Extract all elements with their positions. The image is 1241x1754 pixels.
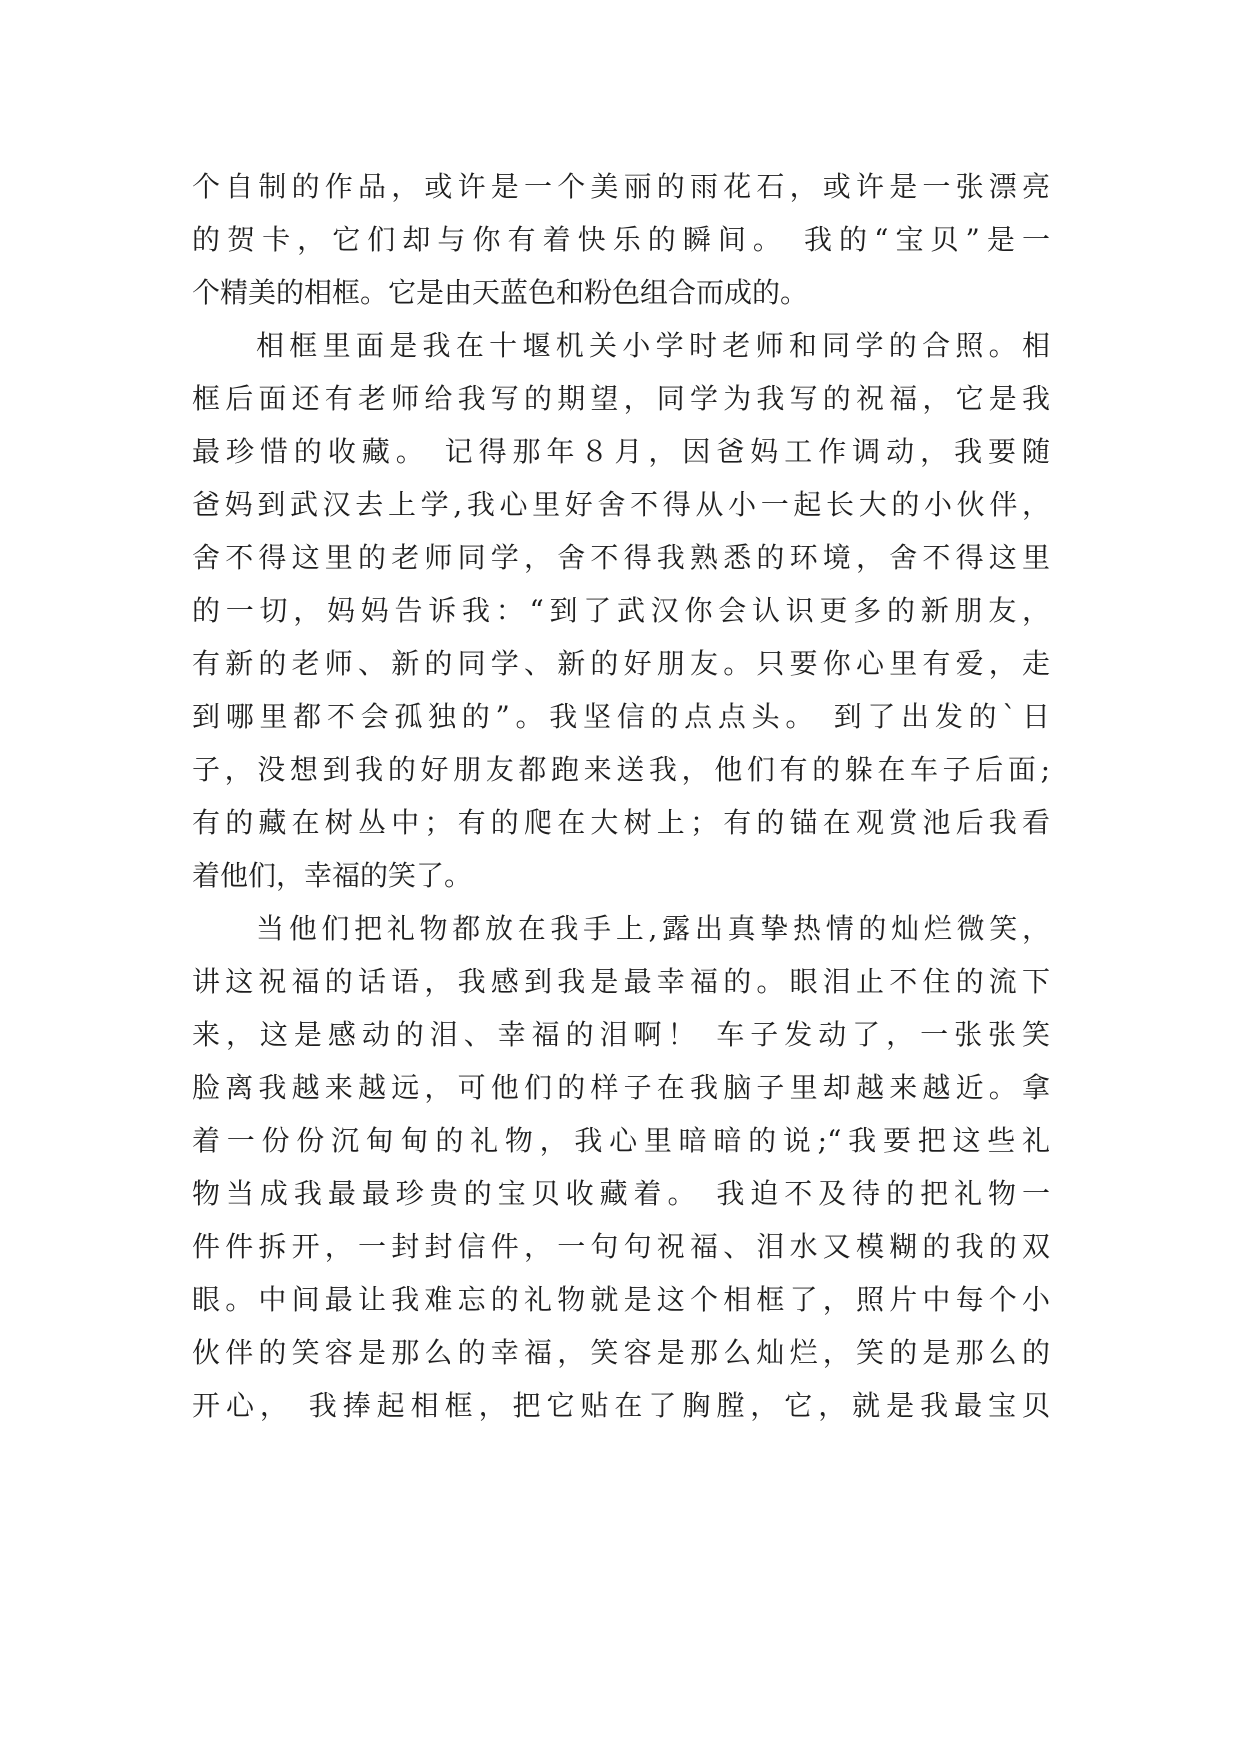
paragraph-start-line: 相框里面是我在十堰机关小学时老师和同学的合照。相: [256, 329, 1050, 362]
text-line: 到哪里都不会孤独的”。我坚信的点点头。 到了出发的`日: [192, 700, 1050, 733]
text-line: 爸妈到武汉去上学,我心里好舍不得从小一起长大的小伙伴，: [192, 488, 1050, 521]
body-text: [192, 160, 1050, 1432]
text-line: 最珍惜的收藏。 记得那年８月，因爸妈工作调动，我要随: [192, 435, 1050, 468]
text-line: 的贺卡，它们却与你有着快乐的瞬间。 我的“宝贝”是一: [192, 223, 1050, 256]
paragraph-start-line: 当他们把礼物都放在我手上,露出真挚热情的灿烂微笑，: [256, 912, 1050, 945]
text-line: 开心， 我捧起相框，把它贴在了胸膛，它，就是我最宝贝: [192, 1389, 1050, 1422]
text-line: 来，这是感动的泪、幸福的泪啊！ 车子发动了，一张张笑: [192, 1018, 1050, 1051]
text-line: 子，没想到我的好朋友都跑来送我，他们有的躲在车子后面;: [192, 753, 1050, 786]
text-line: 物当成我最最珍贵的宝贝收藏着。 我迫不及待的把礼物一: [192, 1177, 1050, 1210]
text-line: 伙伴的笑容是那么的幸福，笑容是那么灿烂，笑的是那么的: [192, 1336, 1050, 1369]
text-line: 的一切，妈妈告诉我：“到了武汉你会认识更多的新朋友，: [192, 594, 1050, 627]
text-line: 有的藏在树丛中；有的爬在大树上；有的锚在观赏池后我看: [192, 806, 1050, 839]
text-line: 个自制的作品，或许是一个美丽的雨花石，或许是一张漂亮: [192, 170, 1050, 203]
text-line: 舍不得这里的老师同学，舍不得我熟悉的环境，舍不得这里: [192, 541, 1050, 574]
text-line: 有新的老师、新的同学、新的好朋友。只要你心里有爱，走: [192, 647, 1050, 680]
text-line: 着他们，幸福的笑了。: [192, 859, 473, 892]
text-line: 讲这祝福的话语，我感到我是最幸福的。眼泪止不住的流下: [192, 965, 1050, 998]
text-line: 件件拆开，一封封信件，一句句祝福、泪水又模糊的我的双: [192, 1230, 1050, 1263]
text-line: 脸离我越来越远，可他们的样子在我脑子里却越来越近。拿: [192, 1071, 1050, 1104]
text-line: 眼。中间最让我难忘的礼物就是这个相框了，照片中每个小: [192, 1283, 1050, 1316]
text-line: 着一份份沉甸甸的礼物，我心里暗暗的说;“我要把这些礼: [192, 1124, 1050, 1157]
text-line: 个精美的相框。它是由天蓝色和粉色组合而成的。: [192, 276, 809, 309]
text-line: 框后面还有老师给我写的期望，同学为我写的祝福，它是我: [192, 382, 1050, 415]
